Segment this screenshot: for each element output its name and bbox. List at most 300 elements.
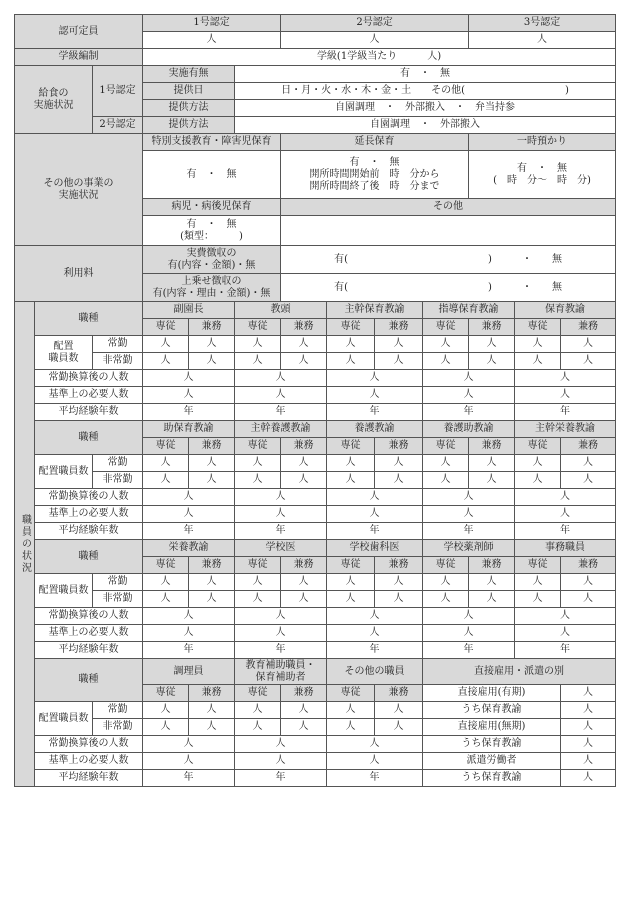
staff-role-header: 事務職員 bbox=[515, 540, 616, 557]
required-label: 基準上の必要人数 bbox=[35, 753, 143, 770]
converted-cell[interactable] bbox=[515, 370, 616, 387]
count-cell[interactable] bbox=[189, 719, 235, 736]
unit-label: 年 bbox=[369, 772, 380, 783]
count-cell[interactable] bbox=[235, 336, 281, 353]
class-org-value[interactable]: 学級(1学級当たり 人) bbox=[143, 49, 616, 66]
unit-label: 年 bbox=[369, 525, 380, 536]
count-cell[interactable] bbox=[469, 591, 515, 608]
meals-value[interactable]: 有 ・ 無 bbox=[235, 66, 616, 83]
count-cell[interactable] bbox=[281, 719, 327, 736]
capacity-v1[interactable] bbox=[143, 32, 281, 49]
unit-label: 人 bbox=[463, 491, 474, 502]
parttime-label: 非常勤 bbox=[93, 472, 143, 489]
senju-header: 専従 bbox=[235, 319, 281, 336]
count-cell[interactable] bbox=[515, 472, 561, 489]
unit-label: 人 bbox=[206, 457, 217, 468]
other-v-temp[interactable]: 有 ・ 無 ( 時 分～ 時 分) bbox=[469, 151, 616, 199]
count-cell[interactable] bbox=[235, 574, 281, 591]
direct-row-label: うち保育教諭 bbox=[423, 736, 561, 753]
unit-label: 人 bbox=[440, 593, 451, 604]
other-v-extended[interactable]: 有 ・ 無 開所時間開始前 時 分から 開所時間終了後 時 分まで bbox=[281, 151, 469, 199]
count-cell[interactable] bbox=[423, 455, 469, 472]
unit-label: 人 bbox=[583, 576, 594, 587]
converted-cell[interactable] bbox=[327, 370, 423, 387]
count-cell[interactable] bbox=[469, 336, 515, 353]
kenmu-header: 兼務 bbox=[281, 557, 327, 574]
unit-label: 人 bbox=[393, 457, 404, 468]
unit-label: 人 bbox=[486, 355, 497, 366]
count-cell[interactable] bbox=[515, 353, 561, 370]
unit-label: 人 bbox=[440, 474, 451, 485]
unit-label: 人 bbox=[183, 755, 194, 766]
meals-label: 給食の 実施状況 bbox=[15, 66, 93, 134]
unit-label: 人 bbox=[252, 338, 263, 349]
required-cell[interactable] bbox=[143, 506, 235, 523]
senju-header: 専従 bbox=[235, 557, 281, 574]
other-v-special[interactable]: 有 ・ 無 bbox=[143, 151, 281, 199]
required-cell[interactable] bbox=[515, 506, 616, 523]
kenmu-header: 兼務 bbox=[561, 438, 616, 455]
unit-label: 年 bbox=[369, 644, 380, 655]
placed-label: 配置職員数 bbox=[35, 702, 93, 736]
direct-count[interactable] bbox=[561, 736, 616, 753]
count-cell[interactable] bbox=[189, 336, 235, 353]
unit-label: 人 bbox=[252, 704, 263, 715]
converted-cell[interactable] bbox=[423, 608, 515, 625]
converted-cell[interactable] bbox=[235, 370, 327, 387]
unit-label: 年 bbox=[463, 525, 474, 536]
required-cell[interactable] bbox=[235, 506, 327, 523]
experience-cell[interactable] bbox=[235, 642, 327, 659]
meals-key: 実施有無 bbox=[143, 66, 235, 83]
staff-role-header: 学校歯科医 bbox=[327, 540, 423, 557]
unit-label: 人 bbox=[463, 508, 474, 519]
fee-r1-label: 実費徴収の 有(内容・金額)・無 bbox=[143, 246, 281, 274]
count-cell[interactable] bbox=[327, 455, 375, 472]
required-cell[interactable] bbox=[327, 753, 423, 770]
unit-label: 人 bbox=[369, 491, 380, 502]
count-cell[interactable] bbox=[143, 353, 189, 370]
capacity-v3[interactable] bbox=[469, 32, 616, 49]
experience-cell[interactable] bbox=[235, 523, 327, 540]
converted-label: 常勤換算後の人数 bbox=[35, 736, 143, 753]
capacity-h1: 1号認定 bbox=[143, 15, 281, 32]
count-cell[interactable] bbox=[375, 455, 423, 472]
count-cell[interactable] bbox=[235, 353, 281, 370]
senju-header: 専従 bbox=[423, 557, 469, 574]
required-cell[interactable] bbox=[515, 387, 616, 404]
converted-cell[interactable] bbox=[327, 608, 423, 625]
unit-label: 人 bbox=[160, 338, 171, 349]
unit-label: 人 bbox=[345, 457, 356, 468]
class-org-label: 学級編制 bbox=[15, 49, 143, 66]
count-cell[interactable] bbox=[327, 719, 375, 736]
count-cell[interactable] bbox=[143, 591, 189, 608]
unit-label: 人 bbox=[463, 627, 474, 638]
staff-role-header: 調理員 bbox=[143, 659, 235, 685]
experience-label: 平均経験年数 bbox=[35, 642, 143, 659]
staff-role-header: 副園長 bbox=[143, 302, 235, 319]
meals-key: 提供方法 bbox=[143, 117, 235, 134]
experience-cell[interactable] bbox=[143, 642, 235, 659]
direct-row-label: 直接雇用(無期) bbox=[423, 719, 561, 736]
experience-cell[interactable] bbox=[327, 523, 423, 540]
unit-label: 人 bbox=[160, 593, 171, 604]
senju-header: 専従 bbox=[423, 438, 469, 455]
converted-cell[interactable] bbox=[235, 489, 327, 506]
count-cell[interactable] bbox=[235, 455, 281, 472]
converted-cell[interactable] bbox=[423, 370, 515, 387]
direct-count[interactable] bbox=[561, 719, 616, 736]
senju-header: 専従 bbox=[235, 438, 281, 455]
senju-header: 専従 bbox=[143, 438, 189, 455]
count-cell[interactable] bbox=[189, 472, 235, 489]
senju-header: 専従 bbox=[235, 685, 281, 702]
unit-label: 年 bbox=[183, 525, 194, 536]
staff-role-header: 学校薬剤師 bbox=[423, 540, 515, 557]
count-cell[interactable] bbox=[469, 472, 515, 489]
capacity-h2: 2号認定 bbox=[281, 15, 469, 32]
count-cell[interactable] bbox=[327, 336, 375, 353]
count-cell[interactable] bbox=[189, 591, 235, 608]
count-cell[interactable] bbox=[189, 353, 235, 370]
unit-label: 人 bbox=[298, 704, 309, 715]
count-cell[interactable] bbox=[469, 353, 515, 370]
unit-label: 人 bbox=[463, 610, 474, 621]
required-cell[interactable] bbox=[423, 506, 515, 523]
senju-header: 専従 bbox=[327, 557, 375, 574]
kenmu-header: 兼務 bbox=[375, 685, 423, 702]
unit-label: 人 bbox=[583, 721, 594, 732]
staff-role-header: 教頭 bbox=[235, 302, 327, 319]
other-v-sick[interactable]: 有 ・ 無 (類型： ) bbox=[143, 216, 281, 246]
unit-label: 年 bbox=[275, 525, 286, 536]
required-cell[interactable] bbox=[327, 506, 423, 523]
unit-label: 人 bbox=[298, 474, 309, 485]
count-cell[interactable] bbox=[327, 574, 375, 591]
fee-r1-value[interactable]: 有( ) ・ 無 bbox=[281, 246, 616, 274]
count-cell[interactable] bbox=[515, 336, 561, 353]
count-cell[interactable] bbox=[515, 574, 561, 591]
unit-label: 年 bbox=[560, 406, 571, 417]
converted-cell[interactable] bbox=[327, 736, 423, 753]
senju-header: 専従 bbox=[327, 319, 375, 336]
fee-r2-value[interactable]: 有( ) ・ 無 bbox=[281, 274, 616, 302]
senju-header: 専従 bbox=[423, 319, 469, 336]
unit-label: 人 bbox=[583, 772, 594, 783]
converted-cell[interactable] bbox=[143, 489, 235, 506]
unit-label: 年 bbox=[463, 644, 474, 655]
required-cell[interactable] bbox=[235, 625, 327, 642]
count-cell[interactable] bbox=[281, 455, 327, 472]
kenmu-header: 兼務 bbox=[189, 319, 235, 336]
required-cell[interactable] bbox=[143, 387, 235, 404]
count-cell[interactable] bbox=[375, 336, 423, 353]
unit-label: 人 bbox=[252, 457, 263, 468]
fulltime-label: 常勤 bbox=[93, 574, 143, 591]
count-cell[interactable] bbox=[375, 591, 423, 608]
required-cell[interactable] bbox=[143, 625, 235, 642]
count-cell[interactable] bbox=[327, 702, 375, 719]
converted-cell[interactable] bbox=[143, 736, 235, 753]
senju-header: 専従 bbox=[515, 557, 561, 574]
unit-label: 人 bbox=[583, 355, 594, 366]
unit-label: 年 bbox=[183, 406, 194, 417]
unit-label: 年 bbox=[275, 772, 286, 783]
count-cell[interactable] bbox=[281, 336, 327, 353]
other-h-etc: その他 bbox=[281, 199, 616, 216]
unit-label: 人 bbox=[583, 457, 594, 468]
required-cell[interactable] bbox=[327, 387, 423, 404]
count-cell[interactable] bbox=[561, 455, 616, 472]
count-cell[interactable] bbox=[189, 702, 235, 719]
kenmu-header: 兼務 bbox=[189, 685, 235, 702]
unit-label: 人 bbox=[275, 491, 286, 502]
fulltime-label: 常勤 bbox=[93, 455, 143, 472]
count-cell[interactable] bbox=[235, 591, 281, 608]
count-cell[interactable] bbox=[423, 472, 469, 489]
count-cell[interactable] bbox=[561, 574, 616, 591]
unit-label: 人 bbox=[298, 576, 309, 587]
experience-cell[interactable] bbox=[423, 404, 515, 421]
unit-label: 人 bbox=[298, 457, 309, 468]
unit-label: 人 bbox=[583, 704, 594, 715]
converted-cell[interactable] bbox=[423, 489, 515, 506]
count-cell[interactable] bbox=[143, 719, 189, 736]
unit-label: 人 bbox=[275, 372, 286, 383]
staff-type-label: 職種 bbox=[35, 302, 143, 336]
capacity-v2[interactable] bbox=[281, 32, 469, 49]
count-cell[interactable] bbox=[143, 702, 189, 719]
unit-label: 人 bbox=[532, 593, 543, 604]
direct-row-label: 直接雇用(有期) bbox=[423, 685, 561, 702]
experience-cell[interactable] bbox=[327, 642, 423, 659]
required-cell[interactable] bbox=[423, 387, 515, 404]
count-cell[interactable] bbox=[561, 353, 616, 370]
unit-label: 人 bbox=[206, 338, 217, 349]
required-cell[interactable] bbox=[327, 625, 423, 642]
kenmu-header: 兼務 bbox=[281, 319, 327, 336]
count-cell[interactable] bbox=[561, 472, 616, 489]
parttime-label: 非常勤 bbox=[93, 353, 143, 370]
experience-cell[interactable] bbox=[327, 404, 423, 421]
required-cell[interactable] bbox=[235, 387, 327, 404]
count-cell[interactable] bbox=[235, 719, 281, 736]
count-cell[interactable] bbox=[375, 719, 423, 736]
count-cell[interactable] bbox=[327, 591, 375, 608]
kenmu-header: 兼務 bbox=[189, 438, 235, 455]
senju-header: 専従 bbox=[143, 319, 189, 336]
placed-label: 配置職員数 bbox=[35, 574, 93, 608]
count-cell[interactable] bbox=[327, 472, 375, 489]
unit-label: 人 bbox=[393, 338, 404, 349]
unit-label: 人 bbox=[369, 508, 380, 519]
unit-label: 年 bbox=[560, 525, 571, 536]
staff-role-header: 助保育教諭 bbox=[143, 421, 235, 438]
count-cell[interactable] bbox=[423, 336, 469, 353]
unit-label: 人 bbox=[369, 610, 380, 621]
direct-count[interactable] bbox=[561, 702, 616, 719]
count-cell[interactable] bbox=[515, 455, 561, 472]
required-cell[interactable] bbox=[515, 625, 616, 642]
kenmu-header: 兼務 bbox=[375, 557, 423, 574]
count-cell[interactable] bbox=[469, 574, 515, 591]
unit-label: 人 bbox=[206, 355, 217, 366]
count-cell[interactable] bbox=[375, 472, 423, 489]
converted-cell[interactable] bbox=[143, 370, 235, 387]
unit-label: 人 bbox=[393, 474, 404, 485]
unit-label: 人 bbox=[393, 576, 404, 587]
count-cell[interactable] bbox=[375, 702, 423, 719]
required-label: 基準上の必要人数 bbox=[35, 387, 143, 404]
converted-cell[interactable] bbox=[235, 608, 327, 625]
unit-label: 人 bbox=[206, 593, 217, 604]
count-cell[interactable] bbox=[423, 591, 469, 608]
unit-label: 人 bbox=[532, 355, 543, 366]
kenmu-header: 兼務 bbox=[281, 438, 327, 455]
experience-cell[interactable] bbox=[235, 404, 327, 421]
other-h-special: 特別支援教育・障害児保育 bbox=[143, 134, 281, 151]
unit-label: 人 bbox=[252, 355, 263, 366]
count-cell[interactable] bbox=[375, 353, 423, 370]
unit-label: 人 bbox=[206, 721, 217, 732]
converted-cell[interactable] bbox=[327, 489, 423, 506]
unit-label: 人 bbox=[183, 627, 194, 638]
count-cell[interactable] bbox=[281, 472, 327, 489]
count-cell[interactable] bbox=[143, 455, 189, 472]
required-label: 基準上の必要人数 bbox=[35, 625, 143, 642]
senju-header: 専従 bbox=[143, 557, 189, 574]
unit-label: 人 bbox=[440, 576, 451, 587]
converted-cell[interactable] bbox=[143, 608, 235, 625]
capacity-label: 認可定員 bbox=[15, 15, 143, 49]
count-cell[interactable] bbox=[281, 702, 327, 719]
fee-r2-label: 上乗せ徴収の 有(内容・理由・金額)・無 bbox=[143, 274, 281, 302]
unit-label: 年 bbox=[275, 644, 286, 655]
meals-value[interactable]: 自園調理 ・ 外部搬入 bbox=[235, 117, 616, 134]
experience-cell[interactable] bbox=[515, 523, 616, 540]
count-cell[interactable] bbox=[281, 353, 327, 370]
unit-label: 人 bbox=[160, 576, 171, 587]
unit-label: 人 bbox=[583, 687, 594, 698]
experience-cell[interactable] bbox=[423, 523, 515, 540]
unit-label: 人 bbox=[393, 721, 404, 732]
count-cell[interactable] bbox=[281, 574, 327, 591]
unit-label: 年 bbox=[369, 406, 380, 417]
parttime-label: 非常勤 bbox=[93, 591, 143, 608]
count-cell[interactable] bbox=[235, 472, 281, 489]
direct-count[interactable] bbox=[561, 753, 616, 770]
fulltime-label: 常勤 bbox=[93, 702, 143, 719]
staff-role-header: 指導保育教諭 bbox=[423, 302, 515, 319]
converted-cell[interactable] bbox=[515, 608, 616, 625]
unit-label: 人 bbox=[463, 372, 474, 383]
kenmu-header: 兼務 bbox=[561, 557, 616, 574]
unit-label: 人 bbox=[183, 491, 194, 502]
unit-label: 人 bbox=[275, 508, 286, 519]
placed-label: 配置職員数 bbox=[35, 455, 93, 489]
unit-label: 人 bbox=[345, 576, 356, 587]
other-h-temp: 一時預かり bbox=[469, 134, 616, 151]
kindergarten-info-table bbox=[14, 14, 616, 787]
count-cell[interactable] bbox=[423, 353, 469, 370]
other-label: その他の事業の 実施状況 bbox=[15, 134, 143, 246]
direct-count[interactable] bbox=[561, 685, 616, 702]
kenmu-header: 兼務 bbox=[375, 319, 423, 336]
converted-cell[interactable] bbox=[515, 489, 616, 506]
unit-label: 人 bbox=[486, 593, 497, 604]
experience-cell[interactable] bbox=[235, 770, 327, 787]
count-cell[interactable] bbox=[281, 591, 327, 608]
count-cell[interactable] bbox=[189, 574, 235, 591]
unit-label: 人 bbox=[183, 738, 194, 749]
unit-label: 人 bbox=[440, 457, 451, 468]
unit-label: 人 bbox=[298, 721, 309, 732]
experience-cell[interactable] bbox=[143, 770, 235, 787]
unit-label: 人 bbox=[345, 474, 356, 485]
converted-label: 常勤換算後の人数 bbox=[35, 489, 143, 506]
count-cell[interactable] bbox=[143, 336, 189, 353]
unit-label: 人 bbox=[440, 338, 451, 349]
count-cell[interactable] bbox=[143, 472, 189, 489]
unit-label: 人 bbox=[160, 457, 171, 468]
unit-label: 人 bbox=[463, 389, 474, 400]
unit-label: 人 bbox=[486, 474, 497, 485]
required-cell[interactable] bbox=[143, 753, 235, 770]
count-cell[interactable] bbox=[327, 353, 375, 370]
count-cell[interactable] bbox=[375, 574, 423, 591]
unit-label: 人 bbox=[345, 704, 356, 715]
other-v-etc[interactable] bbox=[281, 216, 616, 246]
direct-row-label: うち保育教諭 bbox=[423, 770, 561, 787]
experience-cell[interactable] bbox=[515, 642, 616, 659]
count-cell[interactable] bbox=[469, 455, 515, 472]
count-cell[interactable] bbox=[561, 591, 616, 608]
staff-role-header: 学校医 bbox=[235, 540, 327, 557]
experience-cell[interactable] bbox=[143, 523, 235, 540]
unit-label: 人 bbox=[160, 704, 171, 715]
staff-role-header: 養護教諭 bbox=[327, 421, 423, 438]
meals-value[interactable]: 自園調理 ・ 外部搬入 ・ 弁当持参 bbox=[235, 100, 616, 117]
count-cell[interactable] bbox=[423, 574, 469, 591]
unit-label: 人 bbox=[252, 721, 263, 732]
staff-type-label: 職種 bbox=[35, 540, 143, 574]
count-cell[interactable] bbox=[561, 336, 616, 353]
experience-cell[interactable] bbox=[143, 404, 235, 421]
experience-cell[interactable] bbox=[423, 642, 515, 659]
converted-cell[interactable] bbox=[235, 736, 327, 753]
unit-label: 人 bbox=[345, 721, 356, 732]
unit-label: 年 bbox=[275, 406, 286, 417]
required-cell[interactable] bbox=[235, 753, 327, 770]
direct-count[interactable] bbox=[561, 770, 616, 787]
unit-label: 人 bbox=[275, 389, 286, 400]
count-cell[interactable] bbox=[235, 702, 281, 719]
unit-label: 人 bbox=[206, 704, 217, 715]
count-cell[interactable] bbox=[515, 591, 561, 608]
unit-label: 人 bbox=[369, 389, 380, 400]
count-cell[interactable] bbox=[189, 455, 235, 472]
count-cell[interactable] bbox=[143, 574, 189, 591]
experience-cell[interactable] bbox=[515, 404, 616, 421]
unit-label: 人 bbox=[532, 457, 543, 468]
meals-value[interactable]: 日・月・火・水・木・金・土 その他( ) bbox=[235, 83, 616, 100]
direct-row-label: 派遣労働者 bbox=[423, 753, 561, 770]
unit-label: 年 bbox=[183, 772, 194, 783]
unit-label: 人 bbox=[560, 508, 571, 519]
experience-cell[interactable] bbox=[327, 770, 423, 787]
required-cell[interactable] bbox=[423, 625, 515, 642]
